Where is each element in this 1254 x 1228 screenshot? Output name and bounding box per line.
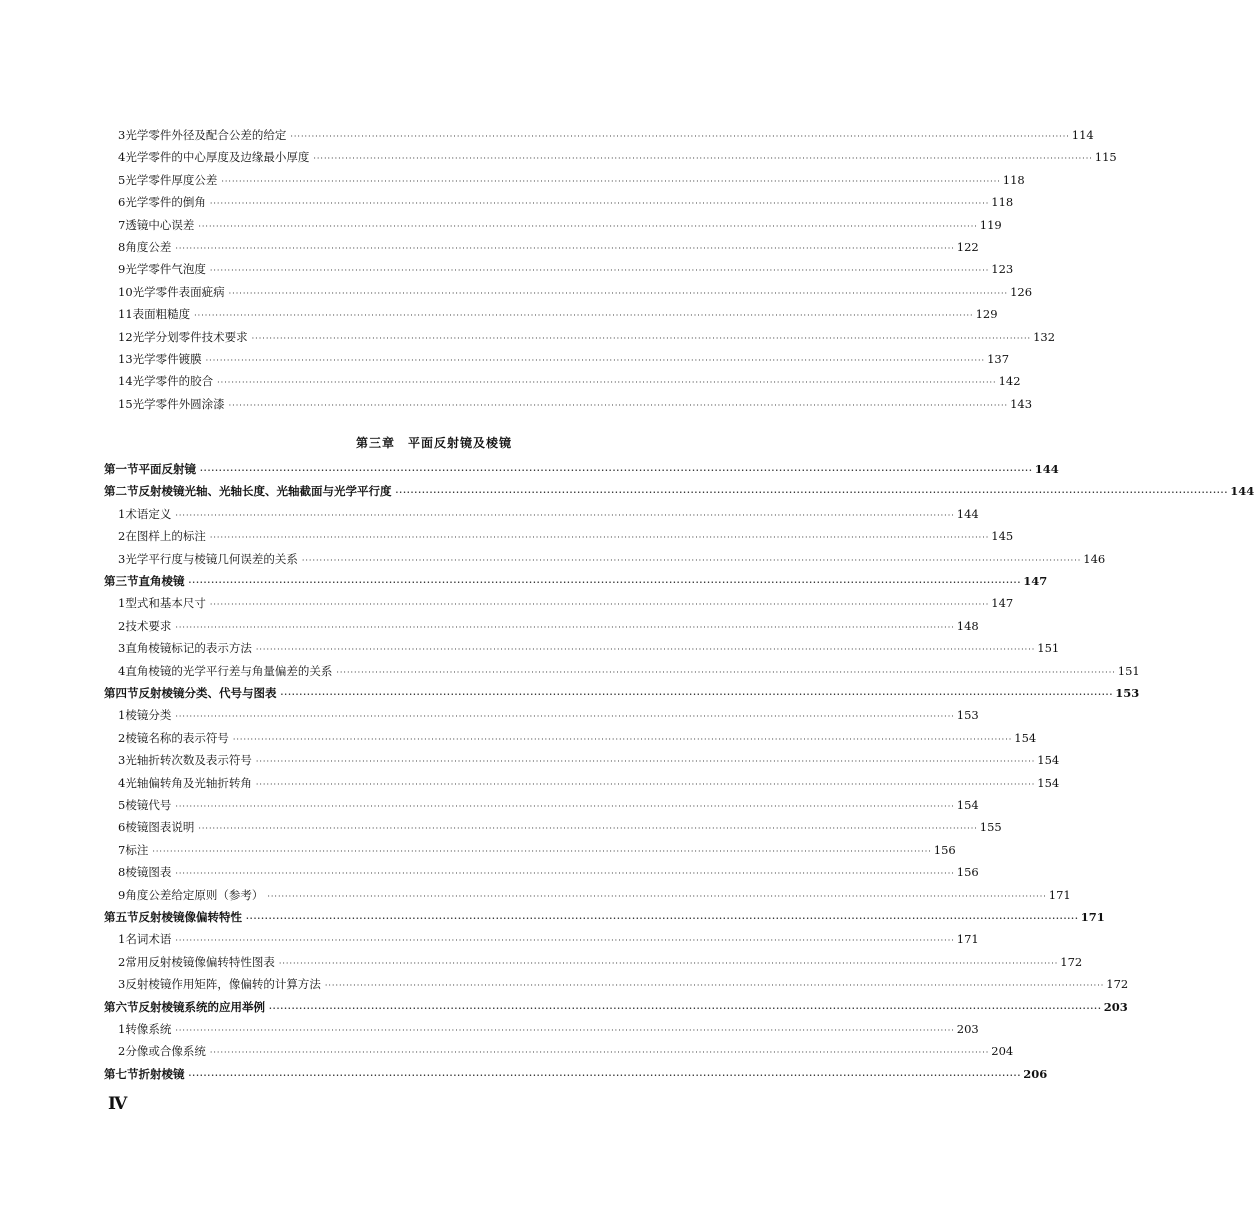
dot-leader: ···························································································································································································································· <box>255 779 1036 789</box>
dot-leader: ···························································································································································································································· <box>198 221 978 231</box>
toc-item-row <box>118 954 1083 971</box>
toc-number: 3 <box>118 128 126 142</box>
toc-title: 棱镜名称的表示符号 <box>125 730 229 745</box>
toc-page-number: 206 <box>1023 1066 1048 1081</box>
toc-number: 2 <box>118 730 126 745</box>
toc-page-number: 145 <box>991 529 1014 544</box>
dot-leader: ···························································································································································································································· <box>267 891 1047 901</box>
toc-title: 标注 <box>125 842 149 857</box>
toc-page-number: 129 <box>975 307 998 322</box>
toc-item-row <box>118 506 979 523</box>
toc-page-number: 144 <box>956 506 979 521</box>
toc-title: 光学零件厚度公差 <box>125 172 218 187</box>
toc-number: 3 <box>118 551 126 566</box>
dot-leader: ···························································································································································································································· <box>175 244 955 253</box>
toc-title: 折射棱镜 <box>138 1066 185 1081</box>
toc-page-number: 122 <box>956 240 979 254</box>
toc-item-row <box>118 352 1010 368</box>
toc-page-number: 171 <box>1048 887 1071 902</box>
dot-leader: ···························································································································································································································· <box>336 667 1116 677</box>
toc-title: 光学零件气泡度 <box>125 262 206 277</box>
toc-page-number: 142 <box>998 374 1021 389</box>
dot-leader: ···························································································································································································································· <box>255 645 1036 655</box>
toc-section-row <box>104 686 1140 701</box>
toc-item-row <box>118 172 1025 189</box>
toc-page-number: 154 <box>1014 730 1037 745</box>
toc-title: 光学分划零件技术要求 <box>132 329 248 344</box>
toc-title: 反射棱镜像偏转特性 <box>138 910 242 924</box>
toc-page-number: 151 <box>1117 663 1140 678</box>
toc-number: 第一节 <box>104 462 139 476</box>
toc-item-row <box>118 932 979 948</box>
toc-number: 11 <box>118 307 133 322</box>
dot-leader: ···························································································································································································································· <box>194 311 974 321</box>
toc-page-number: 147 <box>1023 574 1048 588</box>
toc-page-number: 155 <box>979 820 1002 835</box>
dot-leader: ···························································································································································································································· <box>209 533 990 543</box>
toc-page-number: 144 <box>1230 484 1254 499</box>
dot-leader: ···························································································································································································································· <box>209 266 990 276</box>
dot-leader: ···························································································································································································································· <box>152 846 932 856</box>
toc-item-row <box>118 887 1071 904</box>
toc-number: 4 <box>118 663 126 678</box>
dot-leader: ···························································································································································································································· <box>198 824 978 834</box>
toc-title: 反射棱镜作用矩阵，像偏转的计算方法 <box>125 977 321 992</box>
toc-title: 角度公差 <box>125 240 172 254</box>
toc-number: 3 <box>118 641 126 656</box>
dot-leader: ···························································································································································································································· <box>209 1048 990 1058</box>
toc-section-row <box>104 1066 1048 1082</box>
toc-page-number: 147 <box>991 596 1014 611</box>
toc-item-row <box>118 641 1060 657</box>
toc-title: 表面粗糙度 <box>132 307 191 322</box>
toc-title: 光学零件的胶合 <box>132 374 214 389</box>
toc-title: 反射棱镜分类、代号与图表 <box>138 686 277 700</box>
toc-title: 直角棱镜的光学平行差与角量偏差的关系 <box>125 663 333 678</box>
toc-item-row <box>118 842 956 859</box>
toc-page-number: 156 <box>933 842 956 857</box>
toc-title: 在图样上的标注 <box>125 529 206 544</box>
toc-title: 透镜中心误差 <box>125 217 195 232</box>
toc-page-number: 144 <box>1034 462 1059 476</box>
dot-leader: ···························································································································································································································· <box>209 199 990 209</box>
dot-leader: ···························································································································································································································· <box>175 869 955 879</box>
toc-item-row <box>118 798 979 814</box>
toc-page-number: 204 <box>991 1044 1014 1059</box>
toc-title: 分像或合像系统 <box>125 1044 206 1059</box>
toc-page-number: 171 <box>1080 910 1105 924</box>
toc-item-row <box>118 195 1014 211</box>
toc-title: 棱镜图表 <box>125 865 172 880</box>
toc-page-number: 153 <box>1115 686 1140 700</box>
toc-item-row <box>118 150 1117 166</box>
toc-item-row <box>118 396 1033 413</box>
dot-leader: ···························································································································································································································· <box>251 333 1032 343</box>
toc-title: 反射棱镜系统的应用举例 <box>138 999 265 1014</box>
toc-title: 光学零件镀膜 <box>132 352 202 366</box>
toc-section-row <box>104 999 1128 1015</box>
toc-number: 2 <box>118 529 126 544</box>
dot-leader: ···························································································································································································································· <box>269 1002 1102 1013</box>
toc-title: 光学零件的倒角 <box>125 195 206 210</box>
toc-title: 名词术语 <box>125 932 172 947</box>
toc-number: 10 <box>118 284 133 299</box>
toc-number: 15 <box>118 396 133 411</box>
toc-number: 4 <box>118 775 126 790</box>
toc-number: 2 <box>118 954 126 969</box>
toc-number: 2 <box>118 1044 126 1059</box>
dot-leader: ···························································································································································································································· <box>280 689 1114 699</box>
toc-number: 1 <box>118 932 126 947</box>
toc-item-row <box>118 284 1033 301</box>
toc-item-row <box>118 775 1060 792</box>
dot-leader: ···························································································································································································································· <box>175 936 955 946</box>
dot-leader: ···························································································································································································································· <box>175 1026 955 1035</box>
dot-leader: ···························································································································································································································· <box>205 356 986 365</box>
toc-item-row <box>118 240 979 256</box>
toc-item-row <box>118 708 979 724</box>
toc-item-row <box>118 663 1140 680</box>
toc-number: 第四节 <box>104 686 139 700</box>
toc-title: 直角棱镜标记的表示方法 <box>125 641 252 656</box>
toc-page-number: 123 <box>991 262 1014 277</box>
toc-item-row <box>118 865 979 881</box>
toc-number: 6 <box>118 195 126 210</box>
toc-number: 1 <box>118 1022 126 1036</box>
toc-page-number: 148 <box>956 618 979 633</box>
toc-page-number: 146 <box>1083 551 1106 566</box>
toc-number: 9 <box>118 887 126 902</box>
toc-item-row <box>118 618 979 635</box>
dot-leader: ···························································································································································································································· <box>278 958 1059 968</box>
toc-title: 光学零件表面疵病 <box>132 284 225 299</box>
toc-item-row <box>118 730 1037 747</box>
toc-number: 5 <box>118 798 126 812</box>
toc-page-number: 118 <box>991 195 1014 210</box>
toc-number: 7 <box>118 842 126 857</box>
toc-page-number: 203 <box>956 1022 979 1036</box>
toc-number: 4 <box>118 150 126 165</box>
toc-title: 光学零件外圆涂漆 <box>132 396 225 411</box>
toc-number: 6 <box>118 820 126 835</box>
toc-page-number: 154 <box>1037 753 1060 768</box>
toc-page-number: 132 <box>1033 329 1056 344</box>
toc-title: 反射棱镜光轴、光轴长度、光轴截面与光学平行度 <box>138 484 392 499</box>
toc-page-number: 153 <box>956 708 979 723</box>
dot-leader: ···························································································································································································································· <box>313 154 1093 164</box>
toc-number: 1 <box>118 506 126 521</box>
toc-item-row <box>118 1044 1014 1060</box>
toc-number: 第二节 <box>104 484 139 499</box>
toc-item-row <box>118 551 1106 568</box>
toc-page-number: 172 <box>1060 954 1083 969</box>
toc-page-number: 171 <box>956 932 979 947</box>
toc-number: 1 <box>118 708 126 723</box>
chapter-heading: 第三章 平面反射镜及棱镜 <box>355 436 512 450</box>
toc-section-row <box>104 484 1254 499</box>
toc-title: 技术要求 <box>125 618 172 633</box>
dot-leader: ···························································································································································································································· <box>324 981 1105 991</box>
toc-number: 12 <box>118 329 133 344</box>
toc-title: 光轴折转次数及表示符号 <box>125 753 252 768</box>
toc-item-row <box>118 820 1002 836</box>
toc-item-row <box>118 307 998 323</box>
toc-page-number: 126 <box>1010 284 1033 299</box>
toc-page-number: 151 <box>1037 641 1060 656</box>
dot-leader: ···························································································································································································································· <box>232 734 1013 744</box>
toc-page-number: 119 <box>979 217 1002 232</box>
toc-item-row <box>118 529 1014 545</box>
toc-number: 2 <box>118 618 126 633</box>
toc-number: 第五节 <box>104 910 139 924</box>
toc-title: 光学零件外径及配合公差的给定 <box>125 128 287 142</box>
dot-leader: ···························································································································································································································· <box>209 600 990 610</box>
dot-leader: ···························································································································································································································· <box>188 1069 1022 1080</box>
toc-page-number: 115 <box>1094 150 1117 165</box>
dot-leader: ···························································································································································································································· <box>221 176 1001 186</box>
toc-page-number: 154 <box>1037 775 1060 790</box>
toc-page-number: 172 <box>1106 977 1129 992</box>
toc-title: 棱镜图表说明 <box>125 820 195 835</box>
toc-title: 转像系统 <box>125 1022 172 1036</box>
toc-item-row <box>118 753 1060 769</box>
toc-page-number: 118 <box>1002 172 1025 187</box>
toc-number: 1 <box>118 596 126 611</box>
toc-number: 5 <box>118 172 126 187</box>
toc-item-row <box>118 128 1094 144</box>
toc-title: 棱镜分类 <box>125 708 172 723</box>
toc-number: 13 <box>118 352 133 366</box>
page-folio: Ⅳ <box>108 1094 128 1114</box>
dot-leader: ···························································································································································································································· <box>217 378 997 388</box>
toc-number: 8 <box>118 240 126 254</box>
toc-number: 3 <box>118 977 126 992</box>
toc-title: 型式和基本尺寸 <box>125 596 206 611</box>
toc-number: 8 <box>118 865 126 880</box>
toc-title: 直角棱镜 <box>138 574 185 588</box>
toc-item-row <box>118 374 1021 390</box>
toc-title: 光学零件的中心厚度及边缘最小厚度 <box>125 150 310 165</box>
toc-number: 7 <box>118 217 126 232</box>
toc-number: 第三节 <box>104 574 139 588</box>
toc-item-row <box>118 977 1129 993</box>
dot-leader: ···························································································································································································································· <box>175 510 955 520</box>
toc-title: 术语定义 <box>125 506 172 521</box>
dot-leader: ···························································································································································································································· <box>246 913 1079 923</box>
toc-title: 棱镜代号 <box>125 798 172 812</box>
dot-leader: ···························································································································································································································· <box>175 712 955 722</box>
dot-leader: ···························································································································································································································· <box>228 400 1009 410</box>
toc-item-row <box>118 1022 979 1038</box>
toc-page-number: 137 <box>987 352 1010 366</box>
toc-item-row <box>118 329 1056 346</box>
dot-leader: ···························································································································································································································· <box>200 465 1033 475</box>
toc-item-row <box>118 217 1002 234</box>
dot-leader: ···························································································································································································································· <box>395 487 1229 498</box>
toc-number: 14 <box>118 374 133 389</box>
toc-item-row <box>118 596 1014 612</box>
toc-title: 角度公差给定原则（参考） <box>125 887 264 902</box>
toc-number: 9 <box>118 262 126 277</box>
toc-page-number: 154 <box>956 798 979 812</box>
toc-title: 光学平行度与棱镜几何误差的关系 <box>125 551 298 566</box>
toc-section-row <box>104 910 1105 925</box>
dot-leader: ···························································································································································································································· <box>255 757 1036 767</box>
dot-leader: ···························································································································································································································· <box>175 622 955 632</box>
dot-leader: ···························································································································································································································· <box>175 802 955 811</box>
dot-leader: ···························································································································································································································· <box>228 288 1009 298</box>
toc-title: 光轴偏转角及光轴折转角 <box>125 775 252 790</box>
toc-number: 第七节 <box>104 1066 139 1081</box>
toc-item-row <box>118 262 1014 278</box>
toc-page-number: 114 <box>1071 128 1094 142</box>
dot-leader: ···························································································································································································································· <box>188 577 1022 587</box>
toc-page-number: 143 <box>1010 396 1033 411</box>
dot-leader: ···························································································································································································································· <box>301 555 1082 565</box>
toc-number: 第六节 <box>104 999 139 1014</box>
toc-page-number: 203 <box>1103 999 1128 1014</box>
dot-leader: ···························································································································································································································· <box>290 132 1070 141</box>
toc-number: 3 <box>118 753 126 768</box>
toc-page-number: 156 <box>956 865 979 880</box>
toc-title: 常用反射棱镜像偏转特性图表 <box>125 954 275 969</box>
toc-section-row <box>104 574 1048 589</box>
toc-title: 平面反射镜 <box>138 462 196 476</box>
toc-section-row <box>104 462 1059 477</box>
